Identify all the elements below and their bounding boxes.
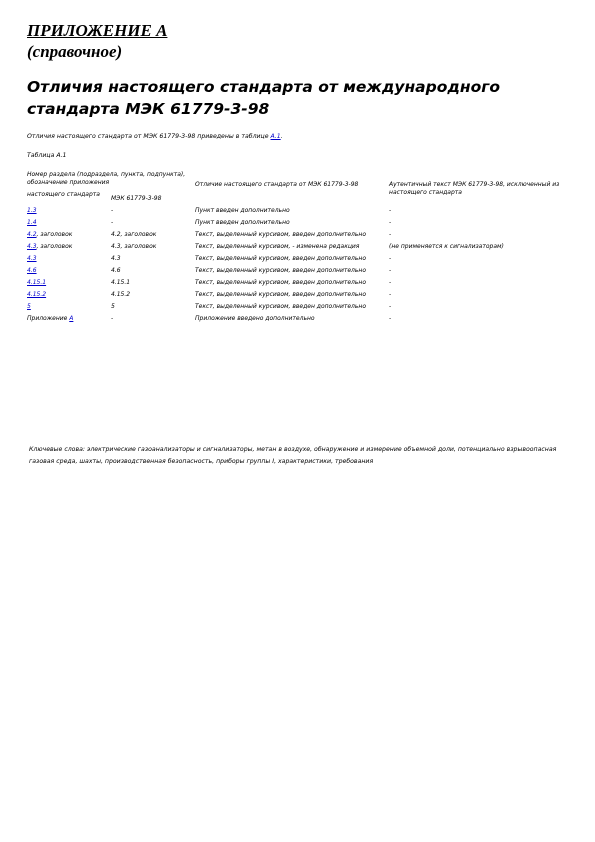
table-row <box>27 279 562 291</box>
table-row <box>27 243 562 255</box>
cell-authentic-text: - <box>389 255 392 262</box>
cell-authentic-text: - <box>389 315 392 322</box>
annex-title: ПРИЛОЖЕНИЕ А <box>27 21 168 40</box>
cell-authentic-text: - <box>389 207 392 214</box>
section-link[interactable]: А <box>69 315 74 322</box>
header-authentic-text: Аутентичный текст МЭК 61779-3-98, исключенный из настоящего стандарта <box>389 181 560 196</box>
cell-iec-standard: 4.3 <box>111 255 121 262</box>
cell-authentic-text: - <box>389 231 392 238</box>
cell-iec-standard: - <box>111 219 114 226</box>
section-link[interactable]: 4.2 <box>27 231 37 238</box>
cell-this-standard <box>27 207 111 219</box>
section-heading: Отличия настоящего стандарта от международного стандарта МЭК 61779-3-98 <box>27 78 500 118</box>
table-caption: Таблица А.1 <box>27 152 67 159</box>
header-iec-standard: МЭК 61779-3-98 <box>111 195 162 202</box>
section-link[interactable]: 5 <box>27 303 31 310</box>
keywords-paragraph: Ключевые слова: электрические газоанализаторы и сигнализаторы, метан в воздухе, обнаружение и измерение объемной доли, потенциально взрывоопасная газовая среда, шахты, производственная безопасность, приборы группы I, характеристики, требования <box>29 446 557 465</box>
cell-authentic-text: - <box>389 303 392 310</box>
document-page <box>27 20 560 327</box>
section-link[interactable]: 4.15.1 <box>27 279 47 286</box>
header-difference: Отличие настоящего стандарта от МЭК 61779-3-98 <box>195 181 359 188</box>
table-row <box>27 219 562 231</box>
cell-this-standard <box>27 255 111 267</box>
table-row <box>27 231 562 243</box>
cell-authentic-text: - <box>389 279 392 286</box>
cell-prefix: Приложение <box>27 315 70 322</box>
cell-iec-standard: - <box>111 315 114 322</box>
cell-authentic-text: - <box>389 267 392 274</box>
differences-table <box>27 171 562 327</box>
intro-text: Отличия настоящего стандарта от МЭК 61779-3-98 приведены в таблице <box>27 133 271 140</box>
cell-this-standard <box>27 267 111 279</box>
cell-authentic-text: - <box>389 219 392 226</box>
header-section-number: Номер раздела (подраздела, пункта, подпункта), обозначение приложения <box>27 171 186 186</box>
table-row <box>27 303 562 315</box>
section-link[interactable]: 1.4 <box>27 219 37 226</box>
cell-iec-standard: 4.15.1 <box>111 279 131 286</box>
cell-difference: Текст, выделенный курсивом, введен дополнительно <box>195 255 367 262</box>
cell-iec-standard: 4.3, заголовок <box>111 243 157 250</box>
cell-difference: Текст, выделенный курсивом, введен дополнительно <box>195 231 367 238</box>
cell-difference: Пункт введен дополнительно <box>195 207 290 214</box>
intro-paragraph <box>27 133 557 140</box>
cell-difference: Текст, выделенный курсивом, введен дополнительно <box>195 267 367 274</box>
section-link[interactable]: 4.3 <box>27 243 37 250</box>
table-header-row <box>27 171 562 191</box>
table-row <box>27 315 562 327</box>
cell-this-standard <box>27 231 111 243</box>
cell-iec-standard: 5 <box>111 303 115 310</box>
cell-difference: Текст, выделенный курсивом, введен дополнительно <box>195 303 367 310</box>
cell-iec-standard: 4.6 <box>111 267 121 274</box>
section-link[interactable]: 4.15.2 <box>27 291 47 298</box>
cell-this-standard <box>27 243 111 255</box>
cell-iec-standard: 4.2, заголовок <box>111 231 157 238</box>
cell-suffix: , заголовок <box>36 243 73 250</box>
table-row <box>27 267 562 279</box>
annex-subtitle: (справочное) <box>27 42 123 61</box>
cell-this-standard <box>27 315 111 327</box>
table-row <box>27 255 562 267</box>
cell-this-standard <box>27 279 111 291</box>
table-row <box>27 291 562 303</box>
section-link[interactable]: 4.6 <box>27 267 37 274</box>
cell-difference: Пункт введен дополнительно <box>195 219 290 226</box>
cell-iec-standard: - <box>111 207 114 214</box>
section-link[interactable]: 1.3 <box>27 207 37 214</box>
cell-this-standard <box>27 291 111 303</box>
section-link[interactable]: 4.3 <box>27 255 37 262</box>
cell-iec-standard: 4.15.2 <box>111 291 131 298</box>
cell-authentic-text: (не применяется к сигнализаторам) <box>389 243 504 250</box>
header-this-standard: настоящего стандарта <box>27 191 100 198</box>
cell-difference: Текст, выделенный курсивом, введен дополнительно <box>195 291 367 298</box>
table-row <box>27 207 562 219</box>
intro-text-end: . <box>280 133 283 140</box>
cell-difference: Текст, выделенный курсивом, - изменена редакция <box>195 243 360 250</box>
table-reference-link[interactable]: А.1 <box>270 133 281 140</box>
cell-difference: Приложение введено дополнительно <box>195 315 315 322</box>
cell-difference: Текст, выделенный курсивом, введен дополнительно <box>195 279 367 286</box>
cell-this-standard <box>27 303 111 315</box>
cell-this-standard <box>27 219 111 231</box>
cell-suffix: , заголовок <box>36 231 73 238</box>
cell-authentic-text: - <box>389 291 392 298</box>
